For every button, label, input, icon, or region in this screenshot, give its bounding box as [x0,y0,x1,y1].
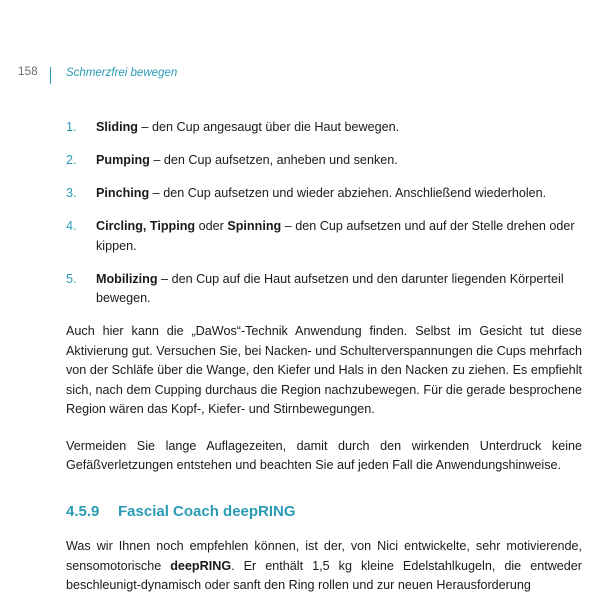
list-item-text: – den Cup aufsetzen und wieder abziehen. Anschließend wiederholen. [149,186,547,201]
section-number: 4.5.9 [66,502,100,520]
list-item-text: – den Cup auf die Haut aufsetzen und den darunter liegenden Körperteil bewegen. [96,271,564,305]
list-item [66,118,582,137]
list-item-number: 2. [66,153,77,168]
list-item-term: Mobilizing [96,271,158,286]
paragraph-deepring [66,537,582,596]
running-head-title: Schmerzfrei bewegen [66,67,178,79]
list-item-conjunction: oder [195,219,228,234]
deepring-text-part2: . Er enthält 1,5 kg kleine Edelstahlkugeln, die entweder beschleunigt-dynamisch oder sanft den Ring rollen und zur neuen Herausforderung [66,558,583,593]
list-item-number: 3. [66,186,77,201]
list-item-term-secondary: Spinning [227,219,282,234]
paragraph-warning: Vermeiden Sie lange Auflagezeiten, damit durch den wirkenden Unterdruck keine Gefäßverletzungen entstehen und beachten Sie auf jeden Fall die Anwendungshinweise. [66,438,582,473]
list-item [66,270,582,308]
list-item-number: 1. [66,120,77,134]
list-item [66,151,582,170]
deepring-text-part1: Was wir Ihnen noch empfehlen können, ist der, von Nici entwickelte, sehr motivierende, sensomotorische [66,539,582,573]
list-item [66,184,582,203]
list-item-number: 5. [66,271,77,286]
list-item-number: 4. [66,219,77,234]
paragraph-technique-notes: Auch hier kann die „DaWos“-Technik Anwendung finden. Selbst im Gesicht tut diese Aktivierung gut. Versuchen Sie, bei Nacken- und Schulterverspannungen die Cups mehrfach von der Schläfe über die Wange, den Kiefer und Hals in den Nacken zu ziehen. Es empfiehlt sich, nach dem Cupping durchaus die Region nachzubewegen. Für die gerade besprochene Region wären das Kopf-, Kiefer- und Stirnbewegungen. [66,323,582,417]
section-title: Fascial Coach deepRING [118,502,296,520]
running-head [0,66,600,86]
deepring-product-name: deepRING [170,558,232,573]
list-item-text: – den Cup aufsetzen, anheben und senken. [149,153,398,168]
list-item-term: Pumping [96,153,150,168]
running-head-divider [50,67,51,84]
list-item [66,217,582,255]
list-item-text: – den Cup angesaugt über die Haut bewegen. [137,120,400,134]
list-item-term: Sliding [96,120,138,134]
section-heading [66,502,582,522]
page-number: 158 [18,66,38,78]
list-item-term: Pinching [96,186,150,201]
list-item-text: – den Cup aufsetzen und auf der Stelle drehen oder kippen. [96,219,575,253]
page-content [66,118,582,596]
list-item-term: Circling, Tipping [96,219,196,234]
technique-list [66,118,582,308]
